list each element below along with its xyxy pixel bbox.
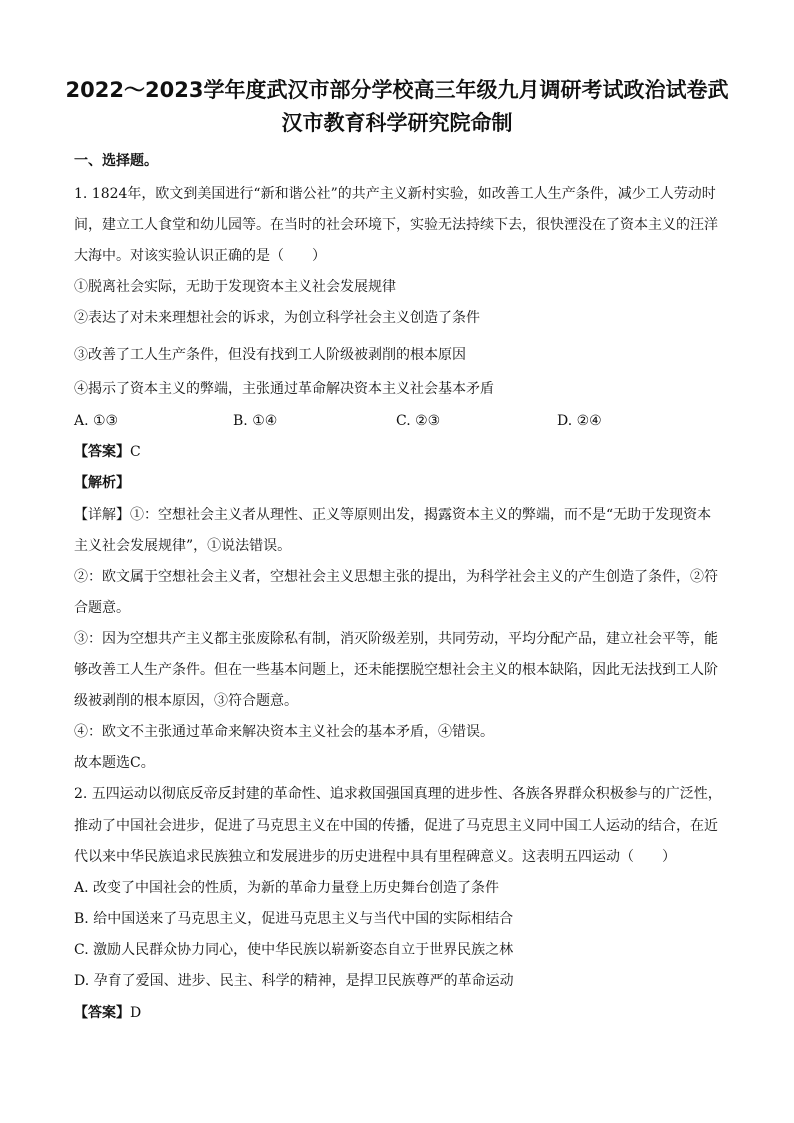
q1-answer bbox=[74, 443, 141, 461]
q1-statement: ②表达了对未来理想社会的诉求，为创立科学社会主义创造了条件 bbox=[74, 310, 480, 326]
q2-answer bbox=[74, 1004, 141, 1022]
q1-explanation-line: 【详解】①：空想社会主义者从理性、正义等原则出发，揭露资本主义的弊端，而不是“无助于发现资本 bbox=[74, 507, 712, 523]
q1-statement: ④揭示了资本主义的弊端，主张通过革命解决资本主义社会基本矛盾 bbox=[74, 381, 494, 397]
q2-option-a: A. 改变了中国社会的性质，为新的革命力量登上历史舞台创造了条件 bbox=[74, 880, 500, 896]
q1-option-a: A. ①③ bbox=[74, 413, 119, 429]
q1-explanation-line: 合题意。 bbox=[74, 600, 130, 616]
answer-value: D bbox=[130, 1005, 142, 1021]
q1-stem-line: 间，建立工人食堂和幼儿园等。在当时的社会环境下，实验无法持续下去，很快湮没在了资本主义的汪洋 bbox=[74, 217, 718, 233]
answer-label: 【答案】 bbox=[74, 1005, 130, 1021]
q2-stem-line: 代以来中华民族追求民族独立和发展进步的历史进程中具有里程碑意义。这表明五四运动（ ） bbox=[74, 849, 676, 865]
q1-explanation-line: 够改善工人生产条件。但在一些基本问题上，还未能摆脱空想社会主义的根本缺陷，因此无法找到工人阶 bbox=[74, 662, 718, 678]
q1-statement: ③改善了工人生产条件，但没有找到工人阶级被剥削的根本原因 bbox=[74, 347, 466, 363]
q1-explanation-line: 故本题选C。 bbox=[74, 755, 155, 771]
answer-label: 【答案】 bbox=[74, 444, 130, 460]
exam-title-line-1: 2022～2023学年度武汉市部分学校高三年级九月调研考试政治试卷武 bbox=[65, 78, 729, 102]
q1-option-b: B. ①④ bbox=[233, 413, 278, 429]
q1-explanation-line: 主义社会发展规律”，①说法错误。 bbox=[74, 538, 292, 554]
q1-explanation-line: ②：欧文属于空想社会主义者，空想社会主义思想主张的提出，为科学社会主义的产生创造了条件，②符 bbox=[74, 569, 718, 585]
q2-stem-line: 推动了中国社会进步，促进了马克思主义在中国的传播，促进了马克思主义同中国工人运动的结合，在近 bbox=[74, 818, 718, 834]
answer-value: C bbox=[130, 444, 141, 460]
q2-option-d: D. 孕育了爱国、进步、民主、科学的精神，是捍卫民族尊严的革命运动 bbox=[74, 973, 514, 989]
q2-option-b: B. 给中国送来了马克思主义，促进马克思主义与当代中国的实际相结合 bbox=[74, 911, 514, 927]
q1-stem-line: 1. 1824年，欧文到美国进行“新和谐公社”的共产主义新村实验，如改善工人生产条件，减少工人劳动时 bbox=[74, 186, 716, 202]
q1-explanation-line: ④：欧文不主张通过革命来解决资本主义社会的基本矛盾，④错误。 bbox=[74, 724, 494, 740]
q1-option-d: D. ②④ bbox=[557, 413, 602, 429]
q2-stem-line: 2. 五四运动以彻底反帝反封建的革命性、追求救国强国真理的进步性、各族各界群众积极参与的广泛性， bbox=[74, 786, 722, 802]
section-heading: 一、选择题。 bbox=[74, 153, 158, 169]
q1-statement: ①脱离社会实际，无助于发现资本主义社会发展规律 bbox=[74, 279, 396, 295]
q2-option-c: C. 激励人民群众协力同心，使中华民族以崭新姿态自立于世界民族之林 bbox=[74, 942, 514, 958]
q1-stem-line: 大海中。对该实验认识正确的是（ ） bbox=[74, 248, 326, 264]
q1-explanation-line: ③：因为空想共产主义都主张废除私有制，消灭阶级差别，共同劳动，平均分配产品，建立社会平等，能 bbox=[74, 631, 718, 647]
q1-explanation-line: 级被剥削的根本原因，③符合题意。 bbox=[74, 693, 298, 709]
exam-title-line-2: 汉市教育科学研究院命制 bbox=[281, 111, 513, 135]
q1-option-c: C. ②③ bbox=[396, 413, 441, 429]
q1-analysis-label: 【解析】 bbox=[74, 475, 130, 491]
